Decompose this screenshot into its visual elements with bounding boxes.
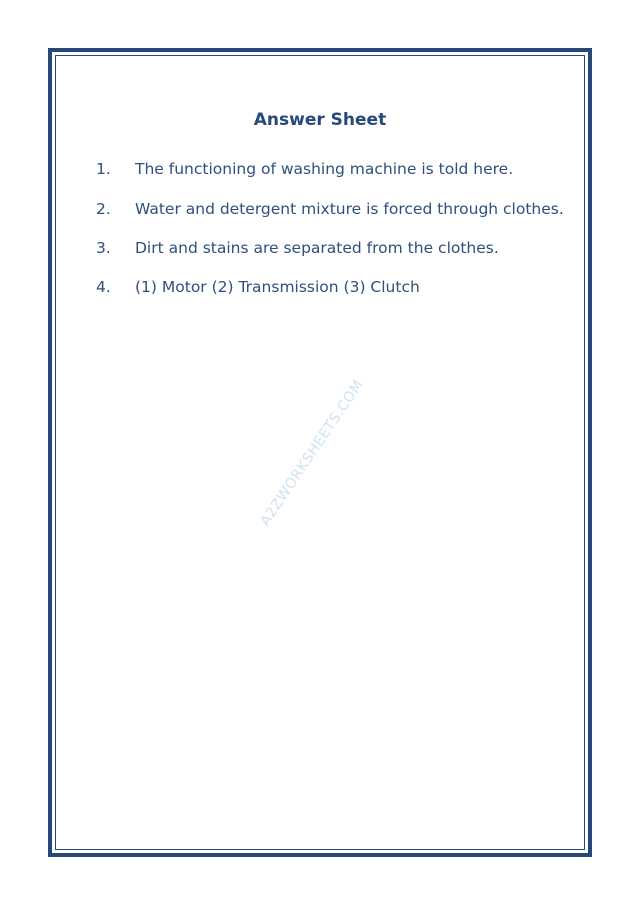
answer-text: (1) Motor (2) Transmission (3) Clutch — [135, 278, 420, 296]
answer-item — [96, 160, 513, 178]
answer-text: Water and detergent mixture is forced through clothes. — [135, 200, 564, 218]
answer-text: Dirt and stains are separated from the clothes. — [135, 239, 499, 257]
answer-item — [96, 200, 564, 218]
answer-number: 2. — [96, 200, 111, 218]
answer-number: 3. — [96, 239, 111, 257]
answer-item — [96, 278, 420, 296]
answer-number: 1. — [96, 160, 111, 178]
answer-number: 4. — [96, 278, 111, 296]
page-title: Answer Sheet — [253, 110, 387, 130]
watermark: A2ZWORKSHEETS.COM — [257, 377, 367, 529]
answer-item — [96, 239, 499, 257]
answer-text: The functioning of washing machine is told here. — [135, 160, 514, 178]
